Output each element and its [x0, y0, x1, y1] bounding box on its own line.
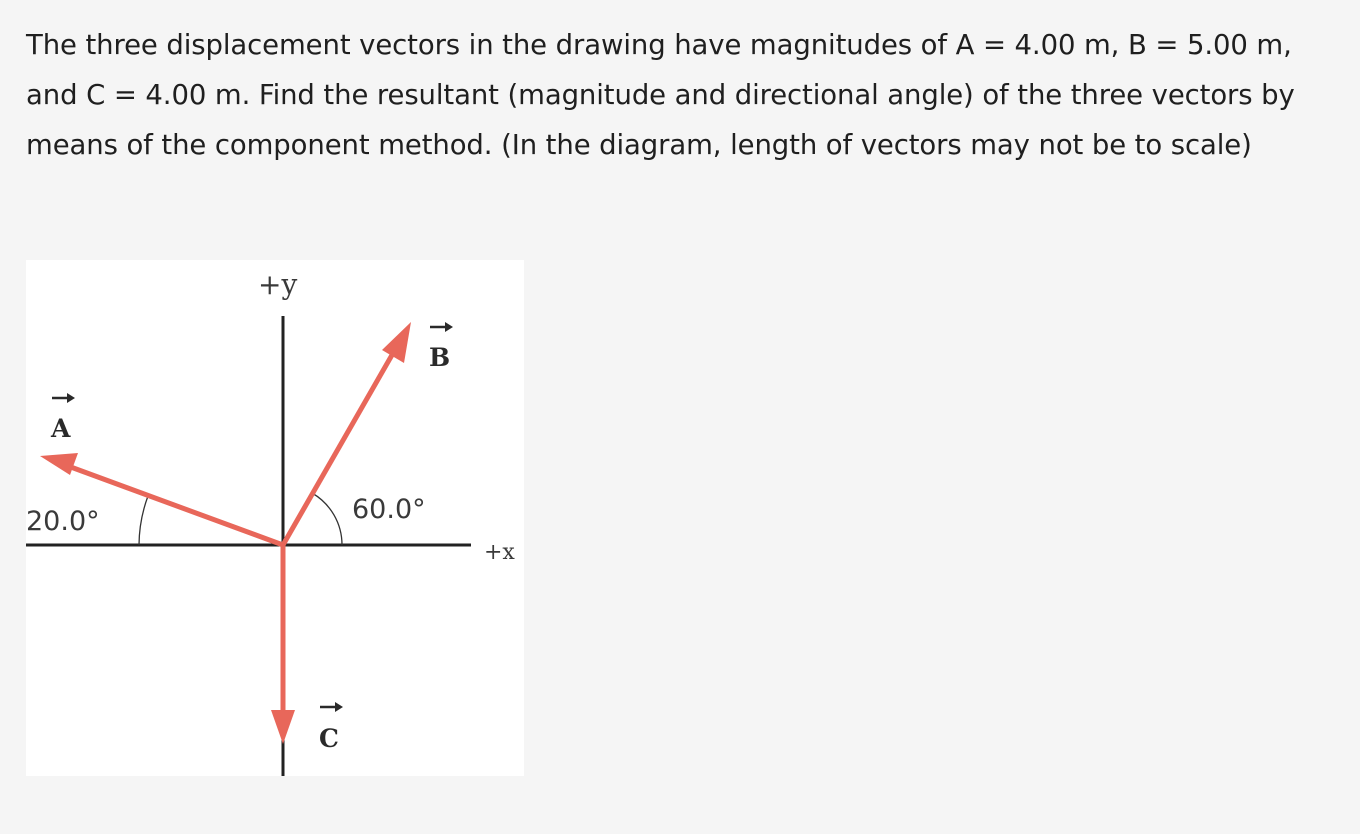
- vector-b-label-arrowhead: [445, 322, 453, 332]
- vector-a-arrowhead: [40, 453, 78, 475]
- x-axis-label: +x: [484, 540, 515, 565]
- angle-arc-b: [312, 493, 342, 545]
- vector-diagram: [26, 260, 524, 776]
- vector-c-label-arrowhead: [335, 702, 343, 712]
- vector-a-label-arrowhead: [67, 393, 75, 403]
- angle-b-label: 60.0°: [352, 494, 426, 525]
- question-text: The three displacement vectors in the drawing have magnitudes of A = 4.00 m, B = 5.00 m, and C = 4.00 m. Find the resultant (magnitude and directional angle) of the three vectors by means of the component method. (In the diagram, length of vectors may not be to scale): [26, 29, 1295, 161]
- vector-diagram-svg: [26, 260, 524, 776]
- vector-c-label: C: [319, 724, 339, 753]
- angle-arc-a: [139, 496, 148, 545]
- vector-a: [68, 466, 283, 545]
- vector-b-arrowhead: [382, 322, 411, 363]
- vector-c-arrowhead: [271, 710, 295, 744]
- vector-a-label: A: [51, 414, 71, 443]
- y-axis-label: +y: [258, 268, 298, 301]
- vector-b-label: B: [429, 343, 451, 372]
- angle-a-label: 20.0°: [26, 506, 100, 537]
